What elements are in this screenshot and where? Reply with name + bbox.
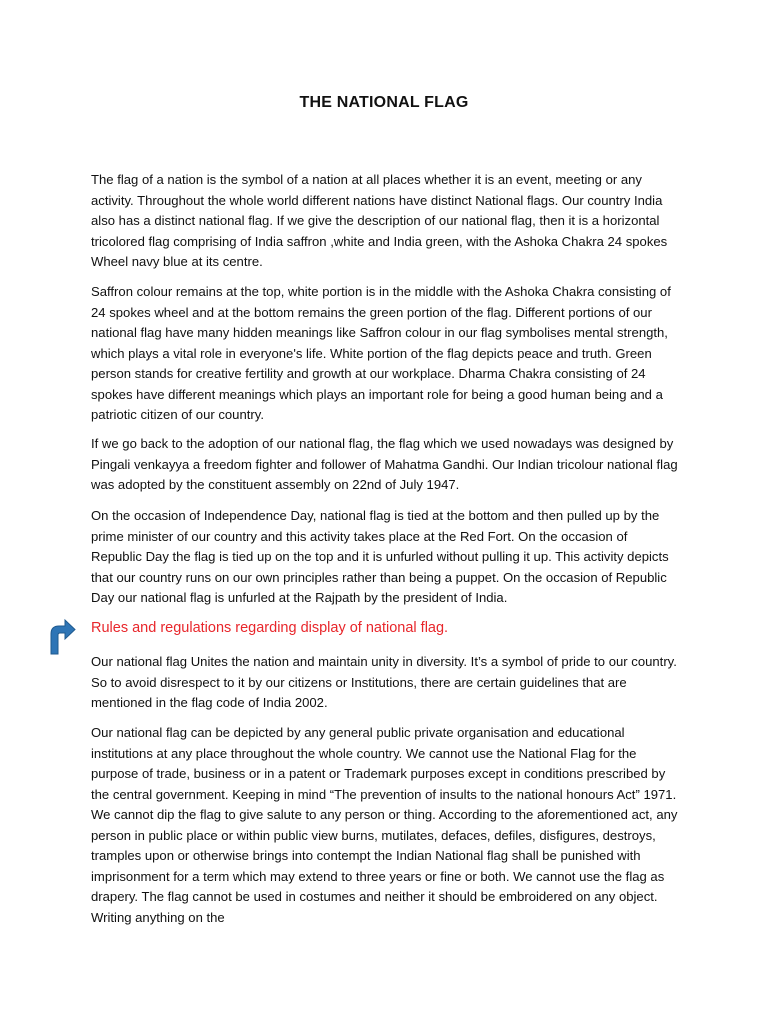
page-title: THE NATIONAL FLAG bbox=[299, 94, 469, 111]
paragraph-adoption: If we go back to the adoption of our national flag, the flag which we used nowadays was designed by Pingali venkayya a freedom fighter and follower of Mahatma Gandhi. Our Indian tricolour national flag was adopted by the constituent assembly on 22nd of July 1947. bbox=[91, 436, 678, 492]
section-subheading-rules: Rules and regulations regarding display of national flag. bbox=[91, 620, 449, 636]
paragraph-unity: Our national flag Unites the nation and maintain unity in diversity. It’s a symbol of pride to our country. So to avoid disrespect to it by our citizens or Institutions, there are certain guidelines that are mentioned in the flag code of India 2002. bbox=[91, 654, 677, 710]
paragraph-occasions: On the occasion of Independence Day, national flag is tied at the bottom and then pulled up by the prime minister of our country and this activity takes place at the Red Fort. On the occasion of Republic Day the flag is tied up on the top and it is unfurled without pulling it up. This activity depicts that our country runs on our own principles rather than being a puppet. On the occasion of Republic Day our national flag is unfurled at the Rajpath by the president of India. bbox=[91, 508, 669, 605]
curved-arrow-right-icon bbox=[46, 617, 76, 655]
paragraph-colour-meanings: Saffron colour remains at the top, white portion is in the middle with the Ashoka Chakra consisting of 24 spokes wheel and at the bottom remains the green portion of the flag. Different portions of our national flag have many hidden meanings like Saffron colour in our flag symbolises mental strength, which plays a vital role in everyone's life. White portion of the flag depicts peace and truth. Green person stands for creative fertility and growth at our workplace. Dharma Chakra consisting of 24 spokes have different meanings which plays an important role for being a good human being and a patriotic citizen of our country. bbox=[91, 284, 671, 422]
paragraph-regulations: Our national flag can be depicted by any general public private organisation and educational institutions at any place throughout the whole country. We cannot use the National Flag for the purpose of trade, business or in a patent or Trademark purposes except in conditions prescribed by the central government. Keeping in mind “The prevention of insults to the national honours Act” 1971. We cannot dip the flag to give salute to any person or thing. According to the aforementioned act, any person in public place or within public view burns, mutilates, defaces, defiles, disfigures, destroys, tramples upon or otherwise brings into contempt the Indian National flag shall be punished with imprisonment for a term which may extend to three years or fine or both. We cannot use the flag as drapery. The flag cannot be used in costumes and neither it should be embroidered on any object. Writing anything on the bbox=[91, 725, 678, 925]
paragraph-intro: The flag of a nation is the symbol of a nation at all places whether it is an event, meeting or any activity. Throughout the whole world different nations have distinct National flags. Our country India also has a distinct national flag. If we give the description of our national flag, then it is a horizontal tricolored flag comprising of India saffron ,white and India green, with the Ashoka Chakra 24 spokes Wheel navy blue at its centre. bbox=[91, 172, 668, 269]
